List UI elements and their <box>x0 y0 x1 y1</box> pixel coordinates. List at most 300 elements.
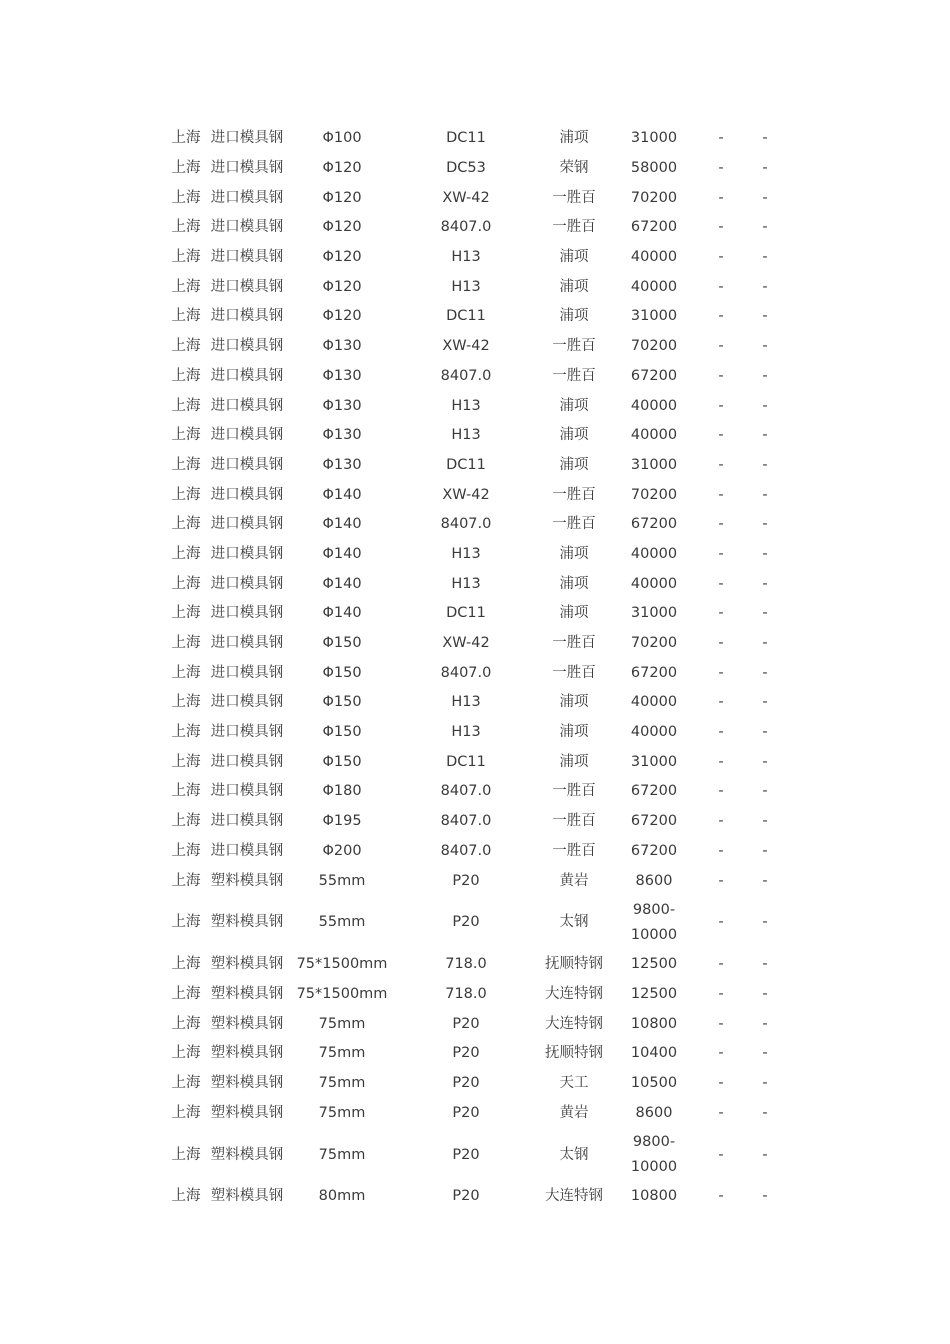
change-cell: - <box>718 1015 724 1032</box>
note-cell: - <box>762 545 768 562</box>
city-cell: 上海 <box>171 219 201 236</box>
price-cell: 12500 <box>630 985 678 1002</box>
note-cell: - <box>762 985 768 1002</box>
change-cell: - <box>718 397 724 414</box>
change-cell: - <box>718 308 724 325</box>
table-row <box>164 658 782 688</box>
maker-cell: 一胜百 <box>552 338 596 355</box>
note-cell: - <box>762 130 768 147</box>
category-cell: 塑料模具钢 <box>210 1015 284 1032</box>
category-cell: 进口模具钢 <box>210 516 284 533</box>
price-cell: 58000 <box>630 160 678 177</box>
price-cell: 10500 <box>630 1074 678 1091</box>
spec-cell: Φ150 <box>322 664 362 681</box>
spec-cell: 75*1500mm <box>296 956 388 973</box>
city-cell: 上海 <box>171 1045 201 1062</box>
grade-cell: P20 <box>452 1188 480 1205</box>
price-cell: 40000 <box>630 575 678 592</box>
note-cell: - <box>762 842 768 859</box>
grade-cell: 718.0 <box>445 985 487 1002</box>
table-row <box>164 1069 782 1099</box>
spec-cell: Φ130 <box>322 427 362 444</box>
note-cell: - <box>762 1104 768 1121</box>
category-cell: 进口模具钢 <box>210 130 284 147</box>
maker-cell: 一胜百 <box>552 516 596 533</box>
grade-cell: P20 <box>452 914 480 931</box>
spec-cell: Φ140 <box>322 516 362 533</box>
note-cell: - <box>762 1188 768 1205</box>
maker-cell: 一胜百 <box>552 783 596 800</box>
city-cell: 上海 <box>171 1074 201 1091</box>
price-cell: 40000 <box>630 694 678 711</box>
maker-cell: 黄岩 <box>559 872 589 889</box>
spec-cell: Φ130 <box>322 338 362 355</box>
grade-cell: DC53 <box>446 160 486 177</box>
category-cell: 塑料模具钢 <box>210 872 284 889</box>
note-cell: - <box>762 308 768 325</box>
price-cell: 40000 <box>630 249 678 266</box>
category-cell: 进口模具钢 <box>210 249 284 266</box>
spec-cell: 75mm <box>318 1074 366 1091</box>
change-cell: - <box>718 160 724 177</box>
grade-cell: DC11 <box>446 605 486 622</box>
spec-cell: 80mm <box>318 1188 366 1205</box>
price-cell: 67200 <box>630 813 678 830</box>
price-cell: 40000 <box>630 724 678 741</box>
category-cell: 进口模具钢 <box>210 456 284 473</box>
table-row <box>164 1182 782 1212</box>
maker-cell: 抚顺特钢 <box>545 1045 603 1062</box>
note-cell: - <box>762 635 768 652</box>
price-cell: 31000 <box>630 456 678 473</box>
spec-cell: Φ140 <box>322 545 362 562</box>
category-cell: 进口模具钢 <box>210 753 284 770</box>
table-row <box>164 950 782 980</box>
spec-cell: 75mm <box>318 1045 366 1062</box>
note-cell: - <box>762 486 768 503</box>
grade-cell: H13 <box>451 278 481 295</box>
note-cell: - <box>762 189 768 206</box>
city-cell: 上海 <box>171 367 201 384</box>
note-cell: - <box>762 914 768 931</box>
category-cell: 进口模具钢 <box>210 813 284 830</box>
table-row <box>164 718 782 748</box>
price-cell: 31000 <box>630 130 678 147</box>
city-cell: 上海 <box>171 664 201 681</box>
city-cell: 上海 <box>171 872 201 889</box>
category-cell: 塑料模具钢 <box>210 1188 284 1205</box>
change-cell: - <box>718 956 724 973</box>
city-cell: 上海 <box>171 842 201 859</box>
table-row <box>164 213 782 243</box>
grade-cell: H13 <box>451 694 481 711</box>
spec-cell: Φ150 <box>322 635 362 652</box>
maker-cell: 天工 <box>559 1074 589 1091</box>
change-cell: - <box>718 664 724 681</box>
maker-cell: 浦项 <box>559 130 589 147</box>
city-cell: 上海 <box>171 160 201 177</box>
spec-cell: 55mm <box>318 872 366 889</box>
price-cell: 9800-10000 <box>630 901 678 943</box>
change-cell: - <box>718 872 724 889</box>
change-cell: - <box>718 456 724 473</box>
maker-cell: 浦项 <box>559 397 589 414</box>
grade-cell: DC11 <box>446 130 486 147</box>
maker-cell: 一胜百 <box>552 664 596 681</box>
price-table <box>164 124 782 1212</box>
maker-cell: 荣钢 <box>559 160 589 177</box>
city-cell: 上海 <box>171 575 201 592</box>
maker-cell: 抚顺特钢 <box>545 956 603 973</box>
category-cell: 塑料模具钢 <box>210 985 284 1002</box>
city-cell: 上海 <box>171 130 201 147</box>
price-cell: 67200 <box>630 842 678 859</box>
grade-cell: XW-42 <box>442 486 490 503</box>
city-cell: 上海 <box>171 1015 201 1032</box>
price-cell: 8600 <box>635 872 673 889</box>
grade-cell: P20 <box>452 872 480 889</box>
grade-cell: P20 <box>452 1146 480 1163</box>
maker-cell: 浦项 <box>559 605 589 622</box>
grade-cell: H13 <box>451 545 481 562</box>
city-cell: 上海 <box>171 985 201 1002</box>
table-row <box>164 688 782 718</box>
change-cell: - <box>718 985 724 1002</box>
note-cell: - <box>762 664 768 681</box>
city-cell: 上海 <box>171 956 201 973</box>
city-cell: 上海 <box>171 753 201 770</box>
spec-cell: Φ150 <box>322 724 362 741</box>
change-cell: - <box>718 605 724 622</box>
price-cell: 10800 <box>630 1015 678 1032</box>
city-cell: 上海 <box>171 605 201 622</box>
category-cell: 塑料模具钢 <box>210 914 284 931</box>
category-cell: 进口模具钢 <box>210 397 284 414</box>
note-cell: - <box>762 813 768 830</box>
price-cell: 40000 <box>630 545 678 562</box>
change-cell: - <box>718 753 724 770</box>
category-cell: 进口模具钢 <box>210 278 284 295</box>
category-cell: 进口模具钢 <box>210 219 284 236</box>
city-cell: 上海 <box>171 1146 201 1163</box>
city-cell: 上海 <box>171 694 201 711</box>
city-cell: 上海 <box>171 486 201 503</box>
change-cell: - <box>718 1045 724 1062</box>
table-row <box>164 243 782 273</box>
change-cell: - <box>718 249 724 266</box>
note-cell: - <box>762 872 768 889</box>
note-cell: - <box>762 338 768 355</box>
note-cell: - <box>762 783 768 800</box>
spec-cell: Φ120 <box>322 308 362 325</box>
category-cell: 进口模具钢 <box>210 605 284 622</box>
maker-cell: 浦项 <box>559 753 589 770</box>
city-cell: 上海 <box>171 545 201 562</box>
city-cell: 上海 <box>171 249 201 266</box>
maker-cell: 黄岩 <box>559 1104 589 1121</box>
change-cell: - <box>718 516 724 533</box>
spec-cell: 75mm <box>318 1104 366 1121</box>
grade-cell: XW-42 <box>442 338 490 355</box>
spec-cell: Φ130 <box>322 397 362 414</box>
table-row <box>164 302 782 332</box>
table-row <box>164 569 782 599</box>
table-row <box>164 421 782 451</box>
change-cell: - <box>718 1188 724 1205</box>
spec-cell: Φ180 <box>322 783 362 800</box>
change-cell: - <box>718 724 724 741</box>
spec-cell: Φ140 <box>322 486 362 503</box>
maker-cell: 浦项 <box>559 545 589 562</box>
category-cell: 进口模具钢 <box>210 189 284 206</box>
grade-cell: P20 <box>452 1045 480 1062</box>
price-cell: 67200 <box>630 219 678 236</box>
grade-cell: H13 <box>451 427 481 444</box>
change-cell: - <box>718 1104 724 1121</box>
table-row <box>164 272 782 302</box>
category-cell: 进口模具钢 <box>210 427 284 444</box>
city-cell: 上海 <box>171 427 201 444</box>
maker-cell: 浦项 <box>559 278 589 295</box>
price-cell: 70200 <box>630 486 678 503</box>
city-cell: 上海 <box>171 456 201 473</box>
change-cell: - <box>718 545 724 562</box>
grade-cell: P20 <box>452 1015 480 1032</box>
note-cell: - <box>762 1074 768 1091</box>
category-cell: 进口模具钢 <box>210 545 284 562</box>
grade-cell: P20 <box>452 1104 480 1121</box>
note-cell: - <box>762 694 768 711</box>
table-body <box>164 124 782 1212</box>
maker-cell: 浦项 <box>559 427 589 444</box>
spec-cell: Φ140 <box>322 575 362 592</box>
price-cell: 70200 <box>630 189 678 206</box>
city-cell: 上海 <box>171 189 201 206</box>
table-row <box>164 332 782 362</box>
change-cell: - <box>718 189 724 206</box>
spec-cell: Φ120 <box>322 278 362 295</box>
note-cell: - <box>762 956 768 973</box>
price-cell: 8600 <box>635 1104 673 1121</box>
change-cell: - <box>718 575 724 592</box>
maker-cell: 浦项 <box>559 308 589 325</box>
table-row <box>164 1039 782 1069</box>
grade-cell: 8407.0 <box>440 367 492 384</box>
table-row <box>164 777 782 807</box>
note-cell: - <box>762 219 768 236</box>
city-cell: 上海 <box>171 635 201 652</box>
table-row <box>164 362 782 392</box>
spec-cell: Φ150 <box>322 694 362 711</box>
change-cell: - <box>718 486 724 503</box>
category-cell: 进口模具钢 <box>210 694 284 711</box>
city-cell: 上海 <box>171 1104 201 1121</box>
spec-cell: Φ195 <box>322 813 362 830</box>
spec-cell: Φ130 <box>322 367 362 384</box>
grade-cell: 8407.0 <box>440 783 492 800</box>
category-cell: 进口模具钢 <box>210 842 284 859</box>
change-cell: - <box>718 1146 724 1163</box>
price-cell: 40000 <box>630 397 678 414</box>
spec-cell: Φ150 <box>322 753 362 770</box>
table-row <box>164 837 782 867</box>
grade-cell: H13 <box>451 249 481 266</box>
maker-cell: 太钢 <box>559 1146 589 1163</box>
price-cell: 67200 <box>630 367 678 384</box>
city-cell: 上海 <box>171 724 201 741</box>
maker-cell: 大连特钢 <box>545 1188 603 1205</box>
spec-cell: Φ100 <box>322 130 362 147</box>
change-cell: - <box>718 694 724 711</box>
maker-cell: 太钢 <box>559 914 589 931</box>
grade-cell: 718.0 <box>445 956 487 973</box>
grade-cell: DC11 <box>446 308 486 325</box>
change-cell: - <box>718 842 724 859</box>
note-cell: - <box>762 1045 768 1062</box>
grade-cell: XW-42 <box>442 189 490 206</box>
table-row <box>164 391 782 421</box>
note-cell: - <box>762 249 768 266</box>
grade-cell: 8407.0 <box>440 813 492 830</box>
category-cell: 塑料模具钢 <box>210 956 284 973</box>
price-cell: 67200 <box>630 516 678 533</box>
price-cell: 67200 <box>630 783 678 800</box>
note-cell: - <box>762 1015 768 1032</box>
maker-cell: 一胜百 <box>552 486 596 503</box>
price-cell: 67200 <box>630 664 678 681</box>
table-row <box>164 540 782 570</box>
price-cell: 10800 <box>630 1188 678 1205</box>
note-cell: - <box>762 753 768 770</box>
change-cell: - <box>718 338 724 355</box>
city-cell: 上海 <box>171 308 201 325</box>
table-row <box>164 747 782 777</box>
maker-cell: 浦项 <box>559 456 589 473</box>
grade-cell: 8407.0 <box>440 219 492 236</box>
note-cell: - <box>762 516 768 533</box>
category-cell: 进口模具钢 <box>210 338 284 355</box>
table-row <box>164 980 782 1010</box>
note-cell: - <box>762 1146 768 1163</box>
category-cell: 进口模具钢 <box>210 367 284 384</box>
table-row <box>164 629 782 659</box>
maker-cell: 浦项 <box>559 249 589 266</box>
grade-cell: H13 <box>451 575 481 592</box>
city-cell: 上海 <box>171 1188 201 1205</box>
table-row <box>164 480 782 510</box>
price-cell: 70200 <box>630 635 678 652</box>
grade-cell: 8407.0 <box>440 664 492 681</box>
table-row <box>164 510 782 540</box>
grade-cell: DC11 <box>446 456 486 473</box>
city-cell: 上海 <box>171 914 201 931</box>
table-row <box>164 1128 782 1182</box>
city-cell: 上海 <box>171 278 201 295</box>
table-row <box>164 183 782 213</box>
category-cell: 进口模具钢 <box>210 160 284 177</box>
price-cell: 9800-10000 <box>630 1134 678 1175</box>
table-row <box>164 807 782 837</box>
maker-cell: 浦项 <box>559 694 589 711</box>
category-cell: 塑料模具钢 <box>210 1045 284 1062</box>
note-cell: - <box>762 367 768 384</box>
change-cell: - <box>718 130 724 147</box>
table-row <box>164 599 782 629</box>
spec-cell: 75mm <box>318 1015 366 1032</box>
note-cell: - <box>762 575 768 592</box>
table-row <box>164 451 782 481</box>
grade-cell: P20 <box>452 1074 480 1091</box>
spec-cell: Φ140 <box>322 605 362 622</box>
maker-cell: 浦项 <box>559 724 589 741</box>
grade-cell: 8407.0 <box>440 842 492 859</box>
city-cell: 上海 <box>171 783 201 800</box>
spec-cell: Φ120 <box>322 249 362 266</box>
price-cell: 31000 <box>630 605 678 622</box>
city-cell: 上海 <box>171 813 201 830</box>
table-row <box>164 1098 782 1128</box>
category-cell: 塑料模具钢 <box>210 1146 284 1163</box>
change-cell: - <box>718 783 724 800</box>
category-cell: 塑料模具钢 <box>210 1074 284 1091</box>
spec-cell: 75mm <box>318 1146 366 1163</box>
maker-cell: 大连特钢 <box>545 985 603 1002</box>
price-cell: 10400 <box>630 1045 678 1062</box>
maker-cell: 一胜百 <box>552 635 596 652</box>
price-cell: 31000 <box>630 753 678 770</box>
table-row <box>164 124 782 154</box>
change-cell: - <box>718 635 724 652</box>
maker-cell: 一胜百 <box>552 842 596 859</box>
spec-cell: Φ130 <box>322 456 362 473</box>
price-cell: 70200 <box>630 338 678 355</box>
category-cell: 进口模具钢 <box>210 308 284 325</box>
maker-cell: 一胜百 <box>552 367 596 384</box>
note-cell: - <box>762 724 768 741</box>
note-cell: - <box>762 278 768 295</box>
spec-cell: Φ120 <box>322 160 362 177</box>
table-row <box>164 866 782 896</box>
note-cell: - <box>762 397 768 414</box>
category-cell: 塑料模具钢 <box>210 1104 284 1121</box>
price-cell: 40000 <box>630 278 678 295</box>
grade-cell: XW-42 <box>442 635 490 652</box>
table-row <box>164 154 782 184</box>
spec-cell: Φ120 <box>322 219 362 236</box>
note-cell: - <box>762 456 768 473</box>
maker-cell: 大连特钢 <box>545 1015 603 1032</box>
city-cell: 上海 <box>171 338 201 355</box>
change-cell: - <box>718 367 724 384</box>
change-cell: - <box>718 914 724 931</box>
change-cell: - <box>718 427 724 444</box>
note-cell: - <box>762 427 768 444</box>
change-cell: - <box>718 813 724 830</box>
price-cell: 12500 <box>630 956 678 973</box>
table-row <box>164 896 782 950</box>
category-cell: 进口模具钢 <box>210 783 284 800</box>
spec-cell: 75*1500mm <box>296 985 388 1002</box>
change-cell: - <box>718 278 724 295</box>
grade-cell: 8407.0 <box>440 516 492 533</box>
note-cell: - <box>762 605 768 622</box>
category-cell: 进口模具钢 <box>210 486 284 503</box>
grade-cell: H13 <box>451 397 481 414</box>
category-cell: 进口模具钢 <box>210 724 284 741</box>
price-cell: 31000 <box>630 308 678 325</box>
maker-cell: 一胜百 <box>552 813 596 830</box>
category-cell: 进口模具钢 <box>210 575 284 592</box>
